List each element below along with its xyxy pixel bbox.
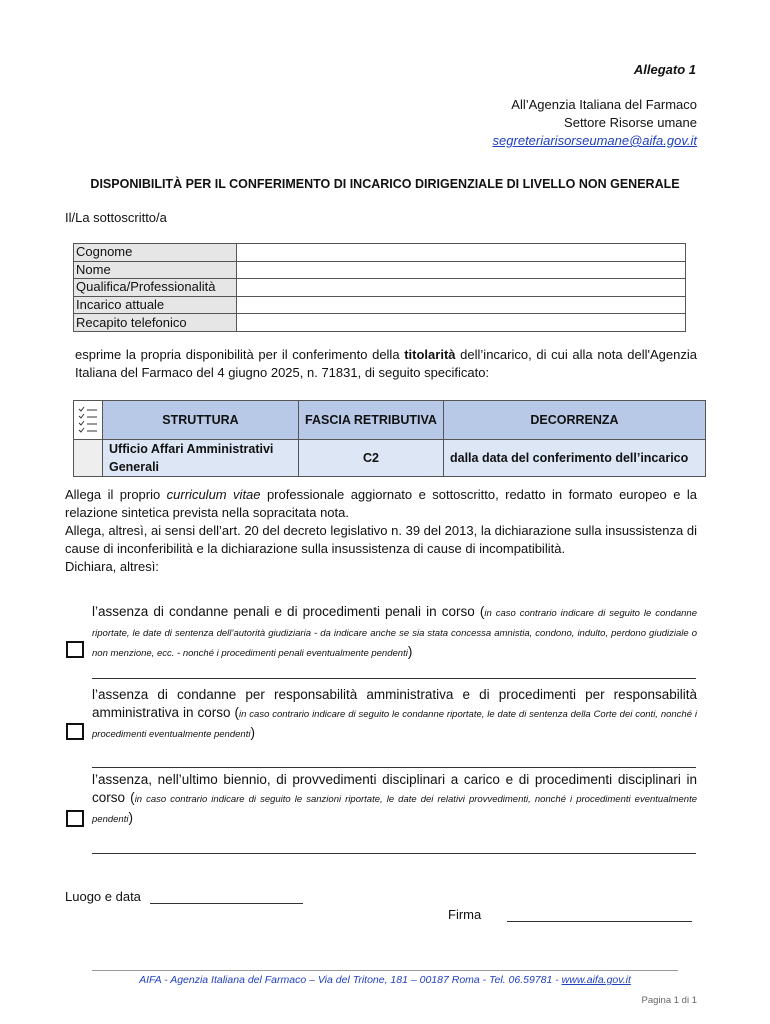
document-title: DISPONIBILITÀ PER IL CONFERIMENTO DI INCARICO DIRIGENZIALE DI LIVELLO NON GENERALE [90,177,680,191]
declaration-penali: l’assenza di condanne penali e di procedimenti penali in corso (in caso contrario indicare di seguito le condanne riportate, le date di sentenza dell’autorità giudiziaria - da indicare anche se sia stata concessa amnistia, condono, indulto, perdono giudiziale o non menzione, ecc. - nonché i procedimenti penali eventualmente pendenti) [92,604,697,659]
cell-decorrenza: dalla data del conferimento dell’incarico [444,440,706,477]
field-input-recapito[interactable] [237,314,686,332]
addressee-line1: All’Agenzia Italiana del Farmaco [511,97,697,112]
allega-cv: Allega il proprio curriculum vitae professionale aggiornato e sottoscritto, redatto in formato europeo e la relazione sintetica prevista nella sopracitata nota. [65,487,697,520]
esprime-paragraph: esprime la propria disponibilità per il conferimento della titolarità dell’incarico, di cui alla nota dell'Agenzia Italiana del Farmaco del 4 giugno 2025, n. 71831, di seguito specificato: [75,347,697,380]
field-label-incarico: Incarico attuale [74,296,237,314]
email-link[interactable]: segreteriarisorseumane@aifa.gov.it [492,133,697,148]
field-label-cognome: Cognome [74,244,237,262]
checklist-icon [74,401,103,440]
field-label-nome: Nome [74,261,237,279]
declaration-disciplinari: l’assenza, nell’ultimo biennio, di provvedimenti disciplinari a carico e di procedimenti disciplinari in corso (in caso contrario indicare di seguito le sanzioni riportate, le date dei relativi provvedimenti, nonché i procedimenti eventualmente pendenti) [92,772,697,825]
luogo-data-field[interactable] [150,903,303,904]
header-decorrenza: DECORRENZA [444,401,706,440]
footer: AIFA - Agenzia Italiana del Farmaco – Via del Tritone, 181 – 00187 Roma - Tel. 06.59781 - www.aifa.gov.it [139,974,631,986]
checkbox-amministrativa[interactable] [66,723,84,740]
cell-fascia: C2 [299,440,444,477]
sottoscritto-label: Il/La sottoscritto/a [65,210,167,225]
firma-field[interactable] [507,921,692,922]
checkbox-penali[interactable] [66,641,84,658]
field-label-recapito: Recapito telefonico [74,314,237,332]
declaration-amministrativa: l’assenza di condanne per responsabilità amministrativa e di procedimenti per responsabilità amministrativa in corso (in caso contrario indicare di seguito le condanne riportate, le date di sentenza della Corte dei conti, nonché i procedimenti eventualmente pendenti) [92,687,697,740]
cell-struttura: Ufficio Affari Amministrativi Generali [103,440,299,477]
addressee-line2: Settore Risorse umane [564,115,697,130]
allega-section [65,486,697,576]
fill-line-penali[interactable] [92,678,696,679]
field-label-qualifica: Qualifica/Professionalità [74,279,237,297]
field-input-nome[interactable] [237,261,686,279]
allega-dichiarazione: Allega, altresì, ai sensi dell’art. 20 del decreto legislativo n. 39 del 2013, la dichiarazione sulla insussistenza di cause di inconferibilità e la dichiarazione sulla insussistenza di cause di incompatibilità. [65,523,697,556]
header-struttura: STRUTTURA [103,401,299,440]
footer-website-link[interactable]: www.aifa.gov.it [561,974,631,986]
luogo-data-label: Luogo e data [65,889,141,904]
checkbox-disciplinari[interactable] [66,810,84,827]
dichiara-label: Dichiara, altresì: [65,559,159,574]
fill-line-disciplinari[interactable] [92,853,696,854]
page-number: Pagina 1 di 1 [641,995,697,1006]
footer-divider [92,970,678,971]
allegato-label: Allegato 1 [633,62,696,77]
field-input-incarico[interactable] [237,296,686,314]
structure-table [73,400,706,477]
header-fascia: FASCIA RETRIBUTIVA [299,401,444,440]
field-input-cognome[interactable] [237,244,686,262]
personal-data-table [73,243,686,332]
fill-line-amministrativa[interactable] [92,767,696,768]
firma-label: Firma [448,907,482,922]
field-input-qualifica[interactable] [237,279,686,297]
